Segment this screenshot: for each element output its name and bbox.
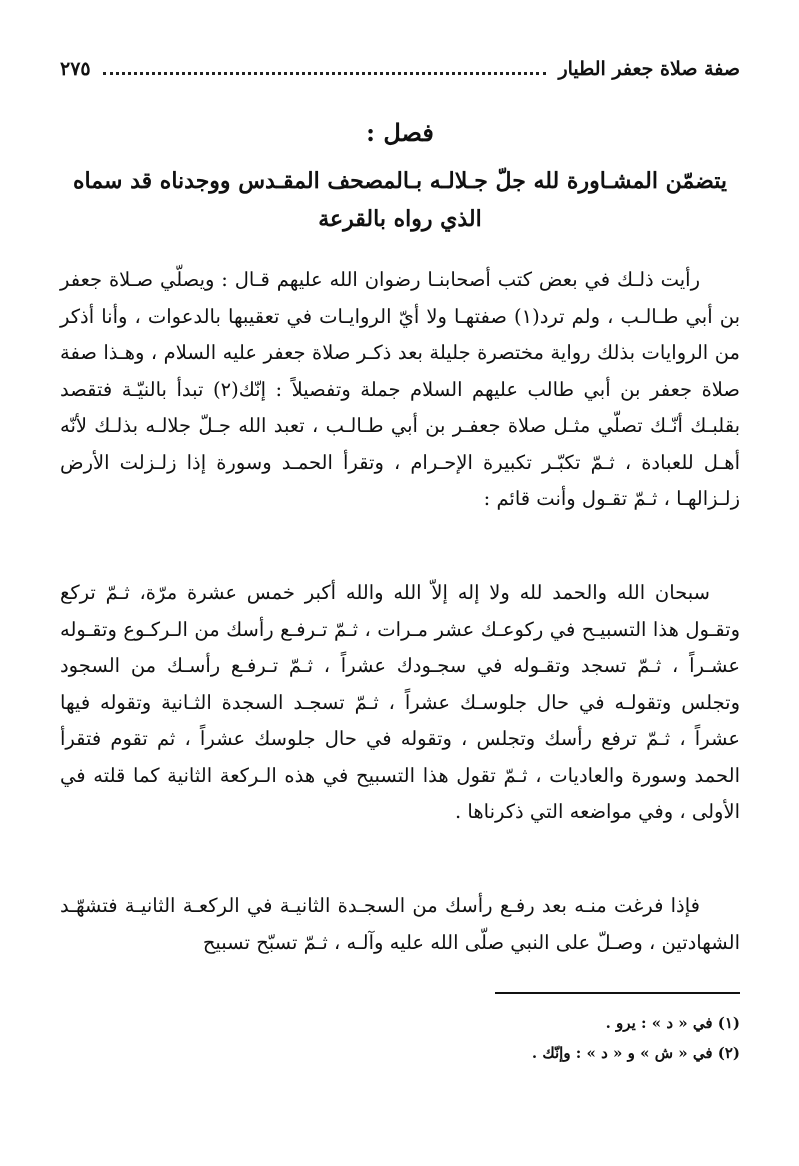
running-header xyxy=(60,52,740,86)
section-label: فصل : xyxy=(366,118,434,147)
body-paragraph-3: فإذا فرغت منـه بعد رفـع رأسك من السجـدة الثانيـة في الركعـة الثانيـة فتشهّـد الشهادتين ، وصـلّ على النبي صلّى الله عليه وآلـه ، ثـمّ تسبّح تسبيح xyxy=(60,894,740,954)
body-paragraph-2: سبحان الله والحمد لله ولا إله إلاّ الله والله أكبر خمس عشرة مرّة، ثـمّ تركع وتقـول هذا التسبيـح في ركوعـك عشر مـرات ، ثـمّ تـرفـع رأسك من الـركـوع وتقـوله عشـراً ، ثـمّ تسجد وتقـوله في سجـودك عشراً ، ثـمّ تـرفـع رأسـك من السجود وتجلس وتقولـه في حال جلوسـك عشراً ، ثـمّ تسجـد السجدة الثـانية وتقوله فيها عشراً ، ثـمّ ترفع رأسك وتجلس ، وتقوله في حال جلوسك عشراً ، ثم تقوم فتقرأ الحمد وسورة والعاديات ، ثـمّ تقول هذا التسبيح في هذه الـركعة الثانية كما قلته في الأولى ، وفي مواضعه التي ذكرناها . xyxy=(60,581,740,823)
body-paragraph-1: رأيت ذلـك في بعض كتب أصحابنـا رضوان الله عليهم قـال : ويصلّي صـلاة جعفر بن أبي طـالـب ، ولم ترد(١) صفتهـا ولا أيّ الروايـات في تعقيبها بالدعوات ، وأنا أذكر من الروايات بذلك رواية مختصرة جليلة بعد ذكـر صلاة جعفر عليه السلام ، وهـذا صفة صلاة جعفر بن أبي طالب عليهم السلام جملة وتفصيلاً : إنّك(٢) تبدأ بالنيّـة فتقصد بقلبـك أنّـك تصلّي مثـل صلاة جعفـر بن أبي طـالـب ، تعبد الله جـلّ جلالـه بذلـك لأنّه أهـل للعبادة ، ثـمّ تكبّـر تكبيرة الإحـرام ، وتقرأ الحمـد وسورة إذا زلـزلت الأرض زلـزالهـا ، ثـمّ تقـول وأنت قائم : xyxy=(60,268,740,510)
page-number: ٢٧٥ xyxy=(60,58,91,80)
footnote-1: (١) في « د » : يرو . xyxy=(605,1014,740,1032)
header-dot-leader xyxy=(103,72,547,75)
section-heading: يتضمّن المشـاورة لله جلّ جـلالـه بـالمصحف المقـدس ووجدناه قد سماه الذي رواه بالقرعة xyxy=(73,168,727,232)
footnote-divider xyxy=(495,992,740,994)
running-title: صفة صلاة جعفر الطيار xyxy=(558,58,740,80)
footnote-2: (٢) في « ش » و « د » : وإنّك . xyxy=(531,1044,740,1062)
book-page xyxy=(60,40,740,1130)
footnotes xyxy=(60,1008,740,1068)
